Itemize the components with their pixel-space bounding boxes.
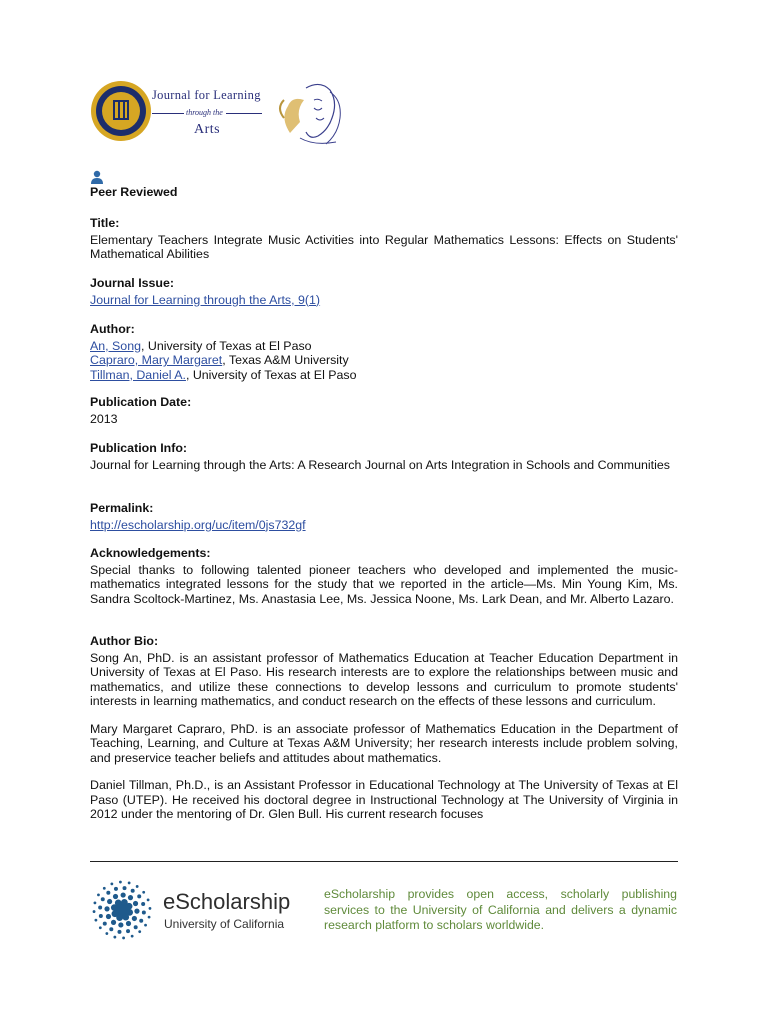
uc-seal-icon xyxy=(90,80,152,142)
author-bio-section xyxy=(90,634,678,822)
escholarship-brand: eScholarship xyxy=(163,889,291,914)
author-bio-paragraph: Daniel Tillman, Ph.D., is an Assistant Professor in Educational Technology at The University of Texas at El Paso (UTEP). He received his doctoral degree in Instructional Technology at The University of Virginia in 2012 under the mentoring of Dr. Glen Bull. His current research focuses xyxy=(90,778,678,821)
escholarship-logo-icon xyxy=(92,880,152,940)
author-affiliation: , Texas A&M University xyxy=(222,353,349,367)
logo-rule-right xyxy=(226,113,262,114)
author-affiliation: , University of Texas at El Paso xyxy=(140,338,312,353)
publication-info-value: Journal for Learning through the Arts: A Research Journal on Arts Integration in Schools and Communities xyxy=(90,457,670,472)
publication-info-section xyxy=(90,441,678,472)
permalink-section xyxy=(90,501,678,532)
author-label: Author: xyxy=(90,322,135,336)
footer-divider xyxy=(90,861,678,862)
escholarship-subtitle: University of California xyxy=(164,917,285,931)
permalink-link[interactable]: http://escholarship.org/uc/item/0js732gf xyxy=(90,517,306,532)
author-link[interactable]: Tillman, Daniel A. xyxy=(90,367,186,382)
journal-logo xyxy=(90,76,350,151)
title-section xyxy=(90,216,678,262)
author-entry xyxy=(90,368,678,383)
author-bio-paragraph: Mary Margaret Capraro, PhD. is an associate professor of Mathematics Education in the Department of Teaching, Learning, and Culture at Texas A&M University; her research interests include problem solving, and preservice teacher beliefs and attitudes about mathematics. xyxy=(90,721,678,765)
logo-through-text: through the xyxy=(186,108,223,117)
author-bio-paragraph: Song An, PhD. is an assistant professor of Mathematics Education at Teacher Education Department in University of Texas at El Paso. His research interests are to explore the relationships between music and mathematics, and utilize these connections to develop lessons and curriculum to promote students' interests in learning mathematics, and conduct research on the effects of these lessons and curriculum. xyxy=(90,650,678,708)
author-entry xyxy=(90,353,678,368)
author-section xyxy=(90,322,678,382)
publication-date-label: Publication Date: xyxy=(90,395,192,409)
title-label: Title: xyxy=(90,216,120,230)
person-icon xyxy=(91,170,103,184)
logo-journal-text: Journal for Learning xyxy=(152,88,261,102)
author-link[interactable]: Capraro, Mary Margaret xyxy=(90,353,223,367)
peer-reviewed xyxy=(90,185,678,202)
journal-issue-section xyxy=(90,276,678,307)
acknowledgements-value: Special thanks to following talented pioneer teachers who developed and implemented the music-mathematics integrated lessons for the study that we reported in the article—Ms. Min Young Kim, Ms. Sandra Scoltock-Martinez, Ms. Anastasia Lee, Ms. Jessica Noone, Ms. Lark Dean, and Mr. Alberto Lazaro. xyxy=(90,562,678,606)
acknowledgements-label: Acknowledgements: xyxy=(90,546,211,560)
author-affiliation: , University of Texas at El Paso xyxy=(185,367,357,382)
author-link[interactable]: An, Song xyxy=(90,338,141,353)
publication-date-value: 2013 xyxy=(90,411,118,426)
author-bio-label: Author Bio: xyxy=(90,634,159,648)
acknowledgements-section xyxy=(90,546,678,606)
logo-arts-text: Arts xyxy=(194,122,221,137)
publication-date-section xyxy=(90,395,678,426)
author-entry xyxy=(90,339,678,354)
logo-rule-left xyxy=(152,113,184,114)
escholarship-blurb: eScholarship provides open access, scholarly publishing services to the University of California and delivers a dynamic research platform to scholars worldwide. xyxy=(324,887,677,932)
sketch-portrait-icon xyxy=(270,78,350,148)
permalink-label: Permalink: xyxy=(90,501,154,515)
publication-info-label: Publication Info: xyxy=(90,441,188,455)
peer-reviewed-label: Peer Reviewed xyxy=(90,185,178,199)
title-value: Elementary Teachers Integrate Music Activities into Regular Mathematics Lessons: Effects on Students' Mathematical Abilities xyxy=(90,232,678,261)
journal-issue-link[interactable]: Journal for Learning through the Arts, 9(1) xyxy=(90,292,321,307)
journal-issue-label: Journal Issue: xyxy=(90,276,175,290)
